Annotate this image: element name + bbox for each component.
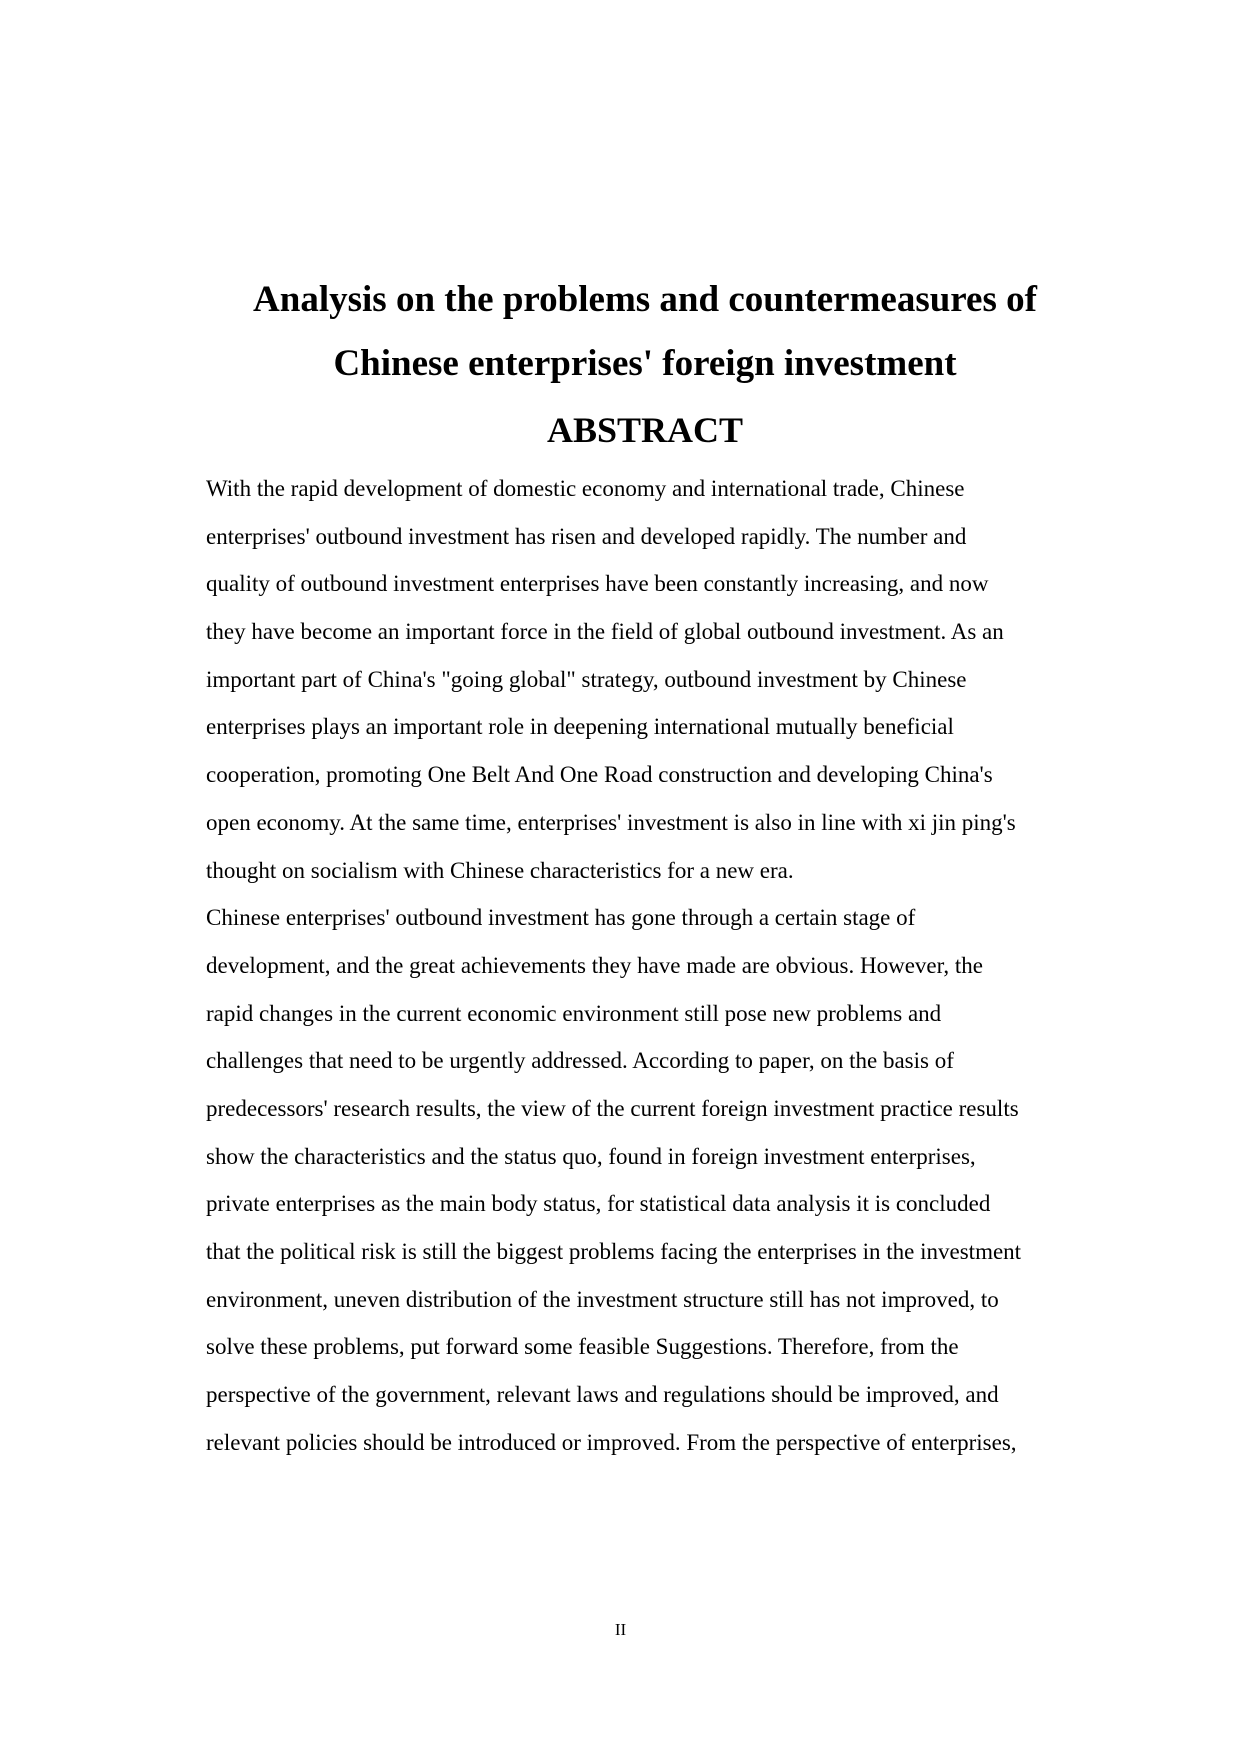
abstract-line: they have become an important force in the field of global outbound investment. As an [206, 619, 1004, 645]
abstract-line: rapid changes in the current economic environment still pose new problems and [206, 1000, 942, 1026]
document-title-line-2: Chinese enterprises' foreign investment [333, 343, 957, 384]
abstract-line: show the characteristics and the status quo, found in foreign investment enterprises, [206, 1143, 976, 1169]
abstract-line: With the rapid development of domestic economy and international trade, Chinese [206, 476, 965, 501]
abstract-line: Chinese enterprises' outbound investment has gone through a certain stage of [206, 905, 916, 931]
abstract-line: enterprises plays an important role in deepening international mutually beneficial [206, 714, 954, 740]
abstract-line: thought on socialism with Chinese characteristics for a new era. [206, 857, 794, 883]
abstract-line: relevant policies should be introduced or improved. From the perspective of enterprises, [206, 1429, 1017, 1455]
page-number: II [614, 1620, 627, 1639]
abstract-line: challenges that need to be urgently addressed. According to paper, on the basis of [206, 1048, 954, 1074]
abstract-line: development, and the great achievements they have made are obvious. However, the [206, 952, 983, 978]
abstract-line: solve these problems, put forward some feasible Suggestions. Therefore, from the [206, 1334, 959, 1360]
abstract-line: important part of China's "going global" strategy, outbound investment by Chinese [206, 666, 967, 692]
document-title-line-1: Analysis on the problems and countermeasures of [253, 279, 1037, 320]
abstract-line: cooperation, promoting One Belt And One Road construction and developing China's [206, 762, 993, 788]
abstract-line: quality of outbound investment enterprises have been constantly increasing, and now [206, 571, 989, 597]
abstract-heading: ABSTRACT [546, 410, 744, 450]
abstract-line: predecessors' research results, the view of the current foreign investment practice results [206, 1095, 1019, 1121]
abstract-line: environment, uneven distribution of the investment structure still has not improved, to [206, 1286, 999, 1312]
abstract-line: perspective of the government, relevant laws and regulations should be improved, and [206, 1382, 999, 1408]
abstract-line: enterprises' outbound investment has risen and developed rapidly. The number and [206, 523, 967, 549]
abstract-line: that the political risk is still the biggest problems facing the enterprises in the investment [206, 1239, 1022, 1264]
abstract-line: open economy. At the same time, enterprises' investment is also in line with xi jin ping's [206, 809, 1016, 835]
abstract-body [206, 474, 1126, 1475]
abstract-line: private enterprises as the main body status, for statistical data analysis it is concluded [206, 1191, 991, 1217]
